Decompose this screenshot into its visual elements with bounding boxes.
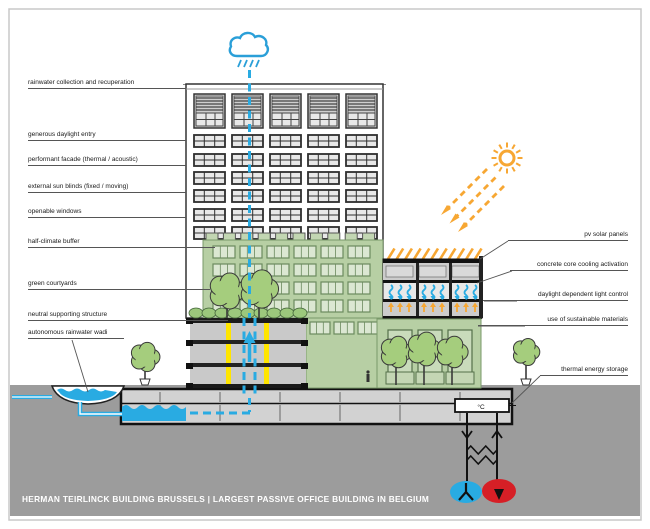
label-pv-solar-panels: pv solar panels [508, 231, 628, 241]
label-half-climate-buffer: half-climate buffer [28, 238, 215, 248]
label-supporting-structure: neutral supporting structure [28, 311, 228, 321]
label-rainwater-wadi: autonomous rainwater wadi [28, 329, 124, 339]
heat-exchanger-label: °C [477, 404, 485, 411]
label-concrete-core-cooling: concrete core cooling activation [510, 261, 628, 271]
label-performant-facade: performant facade (thermal / acoustic) [28, 156, 186, 166]
label-sustainable-materials: use of sustainable materials [478, 316, 628, 326]
title-caption: HERMAN TEIRLINCK BUILDING BRUSSELS | LARGEST PASSIVE OFFICE BUILDING IN BELGIUM [22, 494, 430, 504]
heat-exchanger-icon [455, 399, 516, 412]
label-daylight-entry: generous daylight entry [28, 131, 186, 141]
low-rise-wing [383, 249, 483, 320]
label-openable-windows: openable windows [28, 208, 186, 218]
label-rainwater-collection: rainwater collection and recuperation [28, 79, 186, 89]
label-green-courtyards: green courtyards [28, 280, 210, 290]
label-daylight-light-control: daylight dependent light control [483, 291, 628, 301]
label-sun-blinds: external sun blinds (fixed / moving) [28, 183, 186, 193]
sun-icon [441, 143, 523, 233]
label-thermal-energy-storage: thermal energy storage [540, 366, 628, 376]
rain-cloud-icon [230, 33, 268, 67]
